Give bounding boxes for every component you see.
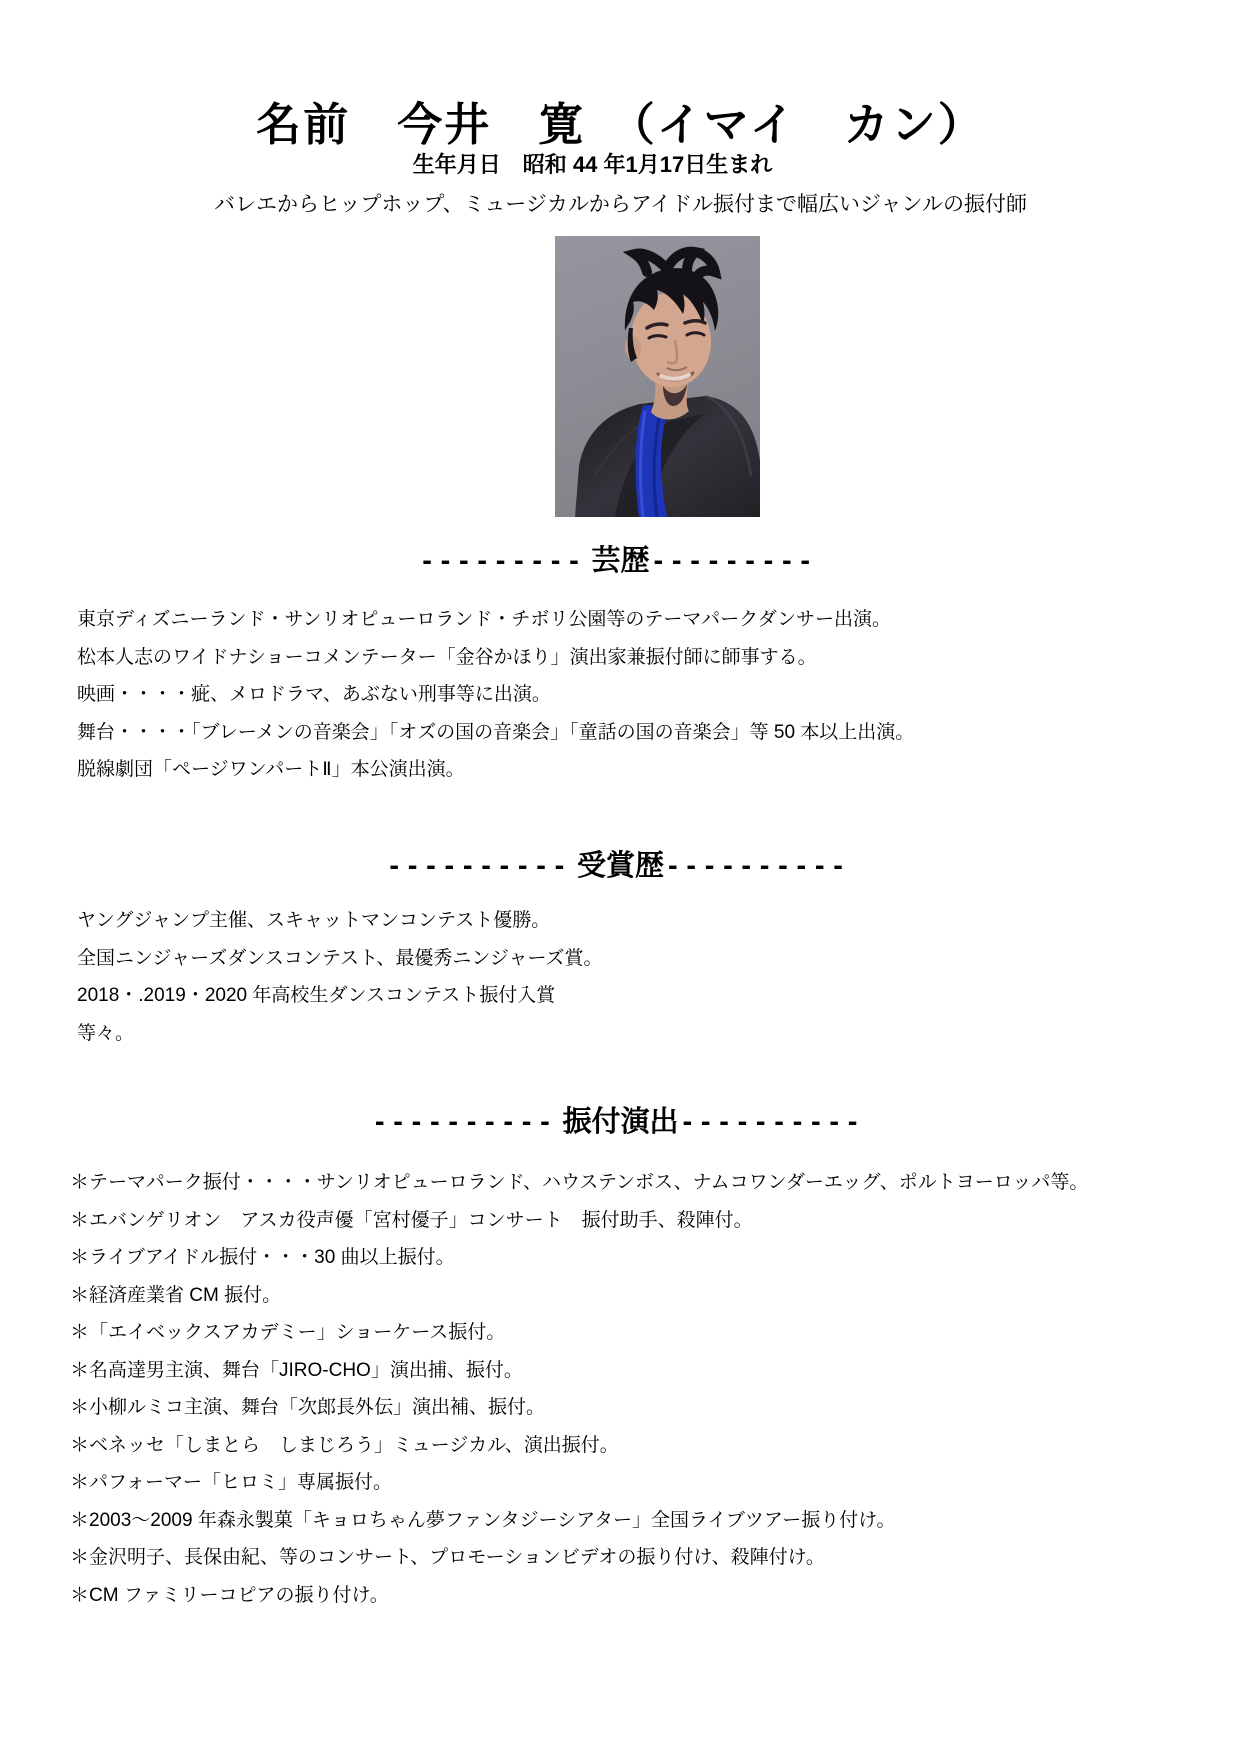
- dash-run-left: ----------: [389, 850, 573, 882]
- section-title: 受賞歴: [576, 850, 664, 882]
- text-line: ＊エバンゲリオン アスカ役声優「宮村優子」コンサート 振付助手、殺陣付。: [70, 1209, 753, 1231]
- text-line: 2018・.2019・2020 年高校生ダンスコンテスト振付入賞: [77, 985, 556, 1007]
- text-line: 全国ニンジャーズダンスコンテスト、最優秀ニンジャーズ賞。: [77, 947, 603, 969]
- text-line: ＊金沢明子、長保由紀、等のコンサート、プロモーションビデオの振り付け、殺陣付け。: [70, 1547, 825, 1569]
- portrait-photo-graphic: [555, 236, 760, 517]
- text-line: 舞台・・・・「ブレーメンの音楽会」「オズの国の音楽会」「童話の国の音楽会」等 50 本以上出演。: [77, 721, 915, 743]
- geireki-lines: [77, 599, 914, 787]
- section-header-furitsuke-enshutsu: [0, 1104, 1241, 1140]
- text-line: ＊経済産業省 CM 振付。: [70, 1284, 282, 1306]
- dash-run-left: ----------: [374, 1106, 559, 1138]
- section-header-jushoreki: [0, 848, 1241, 884]
- section-title: 振付演出: [562, 1106, 679, 1138]
- text-line: 等々。: [77, 1022, 135, 1044]
- text-line: ＊CM ファミリーコピアの振り付け。: [70, 1584, 389, 1606]
- tagline: バレエからヒップホップ、ミュージカルからアイドル振付まで幅広いジャンルの振付師: [213, 193, 1027, 216]
- dash-run-right: ----------: [668, 850, 852, 882]
- text-line: ＊テーマパーク振付・・・・サンリオピューロランド、ハウステンボス、ナムコワンダーエッグ、ポルトヨーロッパ等。: [70, 1172, 1089, 1194]
- text-line: ＊名高達男主演、舞台「JIRO-CHO」演出捕、振付。: [70, 1359, 523, 1381]
- dash-run-right: ----------: [682, 1106, 867, 1138]
- text-line: ＊小柳ルミコ主演、舞台「次郎長外伝」演出補、振付。: [70, 1397, 546, 1419]
- furitsuke-enshutsu-lines: [70, 1162, 1088, 1612]
- page-title: 名前 今井 寛 （イマイ カン）: [256, 99, 985, 150]
- dash-run-right: ---------: [653, 545, 819, 577]
- text-line: ＊パフォーマー「ヒロミ」専属振付。: [70, 1472, 393, 1494]
- text-line: ＊ライブアイドル振付・・・30 曲以上振付。: [70, 1247, 455, 1269]
- text-line: ヤングジャンプ主催、スキャットマンコンテスト優勝。: [77, 910, 551, 932]
- text-line: 映画・・・・疵、メロドラマ、あぶない刑事等に出演。: [77, 684, 551, 706]
- text-line: 脱線劇団「ページワンパートⅡ」本公演出演。: [77, 759, 465, 781]
- section-title: 芸歴: [591, 545, 650, 577]
- text-line: 松本人志のワイドナショーコメンテーター「金谷かほり」演出家兼振付師に師事する。: [77, 646, 817, 668]
- jushoreki-lines: [77, 900, 603, 1050]
- portrait-photo: [555, 236, 760, 517]
- section-header-geireki: [0, 543, 1241, 579]
- dash-run-left: ---------: [422, 545, 588, 577]
- text-line: ＊2003～2009 年森永製菓「キョロちゃん夢ファンタジーシアター」全国ライブツアー振り付け。: [70, 1509, 896, 1531]
- text-line: ＊ベネッセ「しまとら しまじろう」ミュージカル、演出振付。: [70, 1434, 619, 1456]
- birth-date-line: 生年月日 昭和 44 年1月17日生まれ: [412, 152, 773, 177]
- text-line: ＊「エイベックスアカデミー」ショーケース振付。: [70, 1322, 506, 1344]
- text-line: 東京ディズニーランド・サンリオピューロランド・チボリ公園等のテーマパークダンサー出演。: [77, 609, 891, 631]
